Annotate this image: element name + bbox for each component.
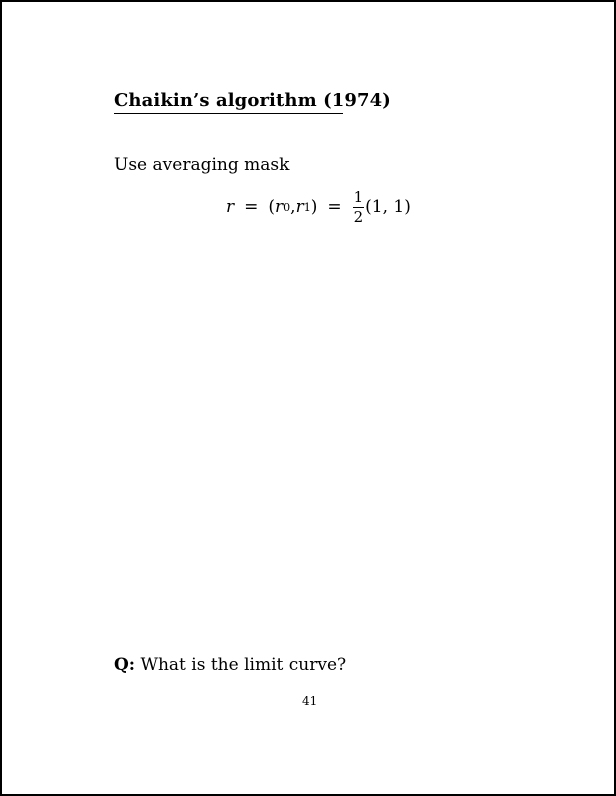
term-r1: r [295,197,304,217]
term-r0: r [275,197,284,217]
question-label: Q: [114,655,136,675]
page-number: 41 [302,694,318,708]
equation-lhs: r [226,197,235,217]
question-text: What is the limit curve? [135,655,347,675]
title-underline [114,113,343,114]
subscript-1: 1 [303,200,311,214]
fraction-denominator: 2 [353,207,364,226]
equation-equals-2: = [327,197,342,217]
intro-text: Use averaging mask [114,155,290,175]
mask-vector: (1, 1) [365,197,411,217]
equation-equals-1: = [244,197,259,217]
fraction-numerator: 1 [353,187,364,206]
tuple-open-paren: ( [268,197,276,217]
tuple-comma: , [290,197,296,217]
question [114,655,346,675]
subscript-0: 0 [283,200,291,214]
tuple-close-paren: ) [310,197,318,217]
averaging-mask-equation [226,185,411,229]
slide-title: Chaikin’s algorithm (1974) [114,90,391,111]
fraction-one-half [353,189,365,226]
